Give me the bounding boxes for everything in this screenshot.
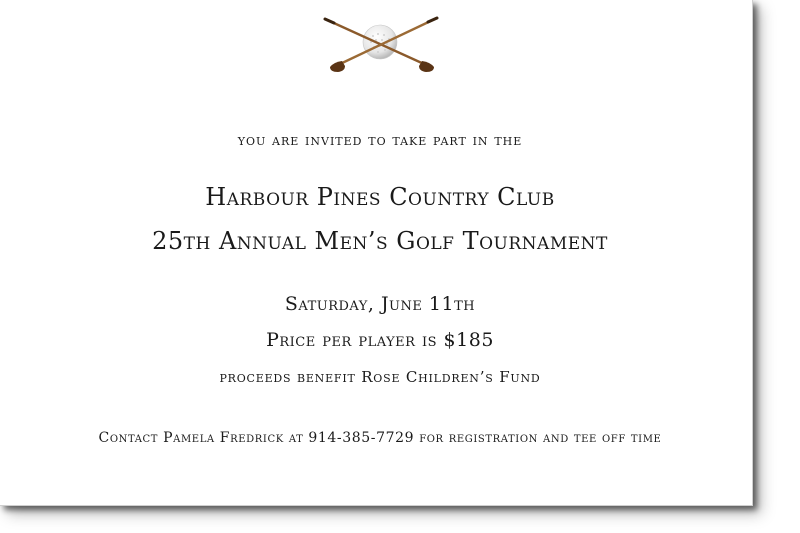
club-name: Harbour Pines Country Club [205,183,555,211]
contact-info: Contact Pamela Fredrick at 914-385-7729 for registration and tee off time [98,430,662,446]
golf-ball-icon [363,25,397,59]
benefit-note: proceeds benefit Rose Children’s Fund [219,368,541,386]
event-date: Saturday, June 11th [284,293,476,315]
event-name: 25th Annual Men’s Golf Tournament [152,227,608,255]
player-price: Price per player is $185 [266,329,494,351]
crossed-golf-clubs-icon [318,12,444,78]
invitation-intro: you are invited to take part in the [237,131,523,149]
